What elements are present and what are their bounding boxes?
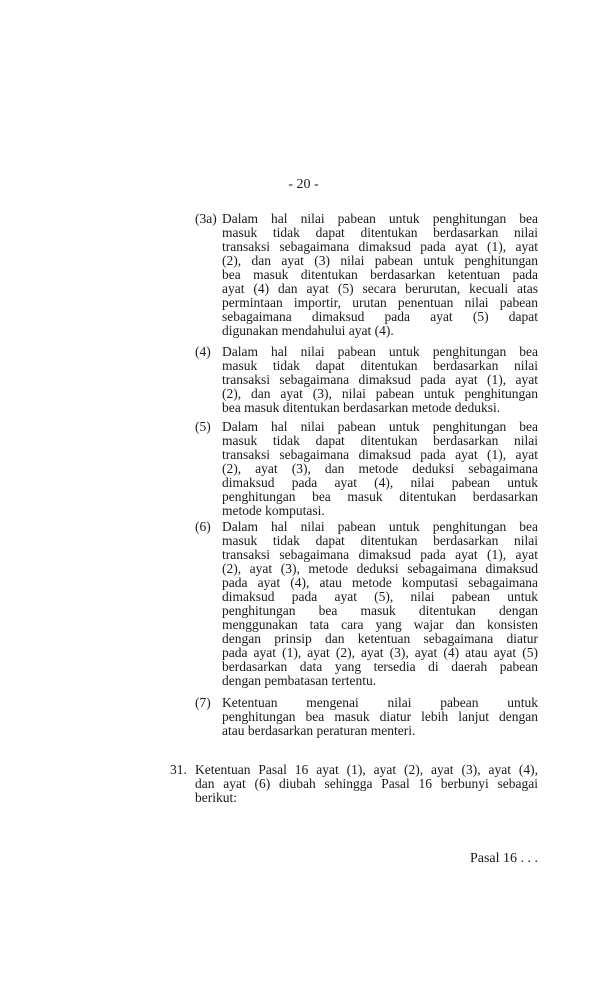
text-line: (2), ayat (3), metode deduksi sebagaimana dimaksud — [222, 561, 538, 576]
item-label: (3a) — [195, 211, 217, 226]
text-line: Ketentuan mengenai nilai pabean untuk — [222, 695, 538, 710]
text-line: Ketentuan Pasal 16 ayat (1), ayat (2), ayat (3), ayat (4), — [195, 762, 538, 777]
text-line: pada ayat (4), atau metode komputasi sebagaimana — [222, 575, 538, 590]
item-text — [222, 420, 538, 518]
text-line: penghitungan bea masuk ditentukan berdasarkan — [222, 489, 538, 504]
item-text — [222, 520, 538, 688]
item-text — [222, 212, 538, 338]
text-line: atau berdasarkan peraturan menteri. — [222, 723, 416, 738]
text-line: masuk tidak dapat ditentukan berdasarkan nilai — [222, 225, 538, 240]
text-line: penghitungan bea masuk ditentukan dengan — [222, 603, 538, 618]
text-line: pada ayat (1), ayat (2), ayat (3), ayat (4) atau ayat (5) — [222, 645, 538, 660]
text-line: transaksi sebagaimana dimaksud pada ayat (1), ayat — [222, 239, 538, 254]
text-line: transaksi sebagaimana dimaksud pada ayat (1), ayat — [222, 372, 538, 387]
text-line: bea masuk ditentukan berdasarkan ketentuan pada — [222, 267, 538, 282]
text-line: dan ayat (6) diubah sehingga Pasal 16 berbunyi sebagai — [195, 776, 538, 791]
text-line: digunakan mendahului ayat (4). — [222, 323, 394, 338]
item-text — [195, 763, 538, 805]
item-label: 31. — [170, 762, 187, 777]
item-text — [222, 345, 538, 415]
text-line: Dalam hal nilai pabean untuk penghitungan bea — [222, 519, 538, 534]
text-line: sebagaimana dimaksud pada ayat (5) dapat — [222, 309, 538, 324]
text-line: penghitungan bea masuk diatur lebih lanjut dengan — [222, 709, 538, 724]
text-line: bea masuk ditentukan berdasarkan metode deduksi. — [222, 400, 501, 415]
text-line: Dalam hal nilai pabean untuk penghitungan bea — [222, 344, 538, 359]
text-line: masuk tidak dapat ditentukan berdasarkan nilai — [222, 433, 538, 448]
text-line: (2), ayat (3), dan metode deduksi sebagaimana — [222, 461, 538, 476]
text-line: masuk tidak dapat ditentukan berdasarkan nilai — [222, 358, 538, 373]
text-line: menggunakan tata cara yang wajar dan konsisten — [222, 617, 538, 632]
text-line: permintaan importir, urutan penentuan nilai pabean — [222, 295, 538, 310]
text-line: metode komputasi. — [222, 503, 325, 518]
page-number: - 20 - — [288, 177, 319, 192]
item-text — [222, 696, 538, 738]
text-line: (2), dan ayat (3), nilai pabean untuk penghitungan — [222, 386, 538, 401]
text-line: dengan pembatasan tertentu. — [222, 673, 377, 688]
item-label: (7) — [195, 695, 211, 710]
text-line: Dalam hal nilai pabean untuk penghitungan bea — [222, 419, 538, 434]
text-line: berdasarkan data yang tersedia di daerah pabean — [222, 659, 538, 674]
item-label: (5) — [195, 419, 211, 434]
text-line: masuk tidak dapat ditentukan berdasarkan nilai — [222, 533, 538, 548]
text-line: transaksi sebagaimana dimaksud pada ayat (1), ayat — [222, 447, 538, 462]
item-label: (4) — [195, 344, 211, 359]
catchword: Pasal 16 . . . — [469, 851, 538, 866]
text-line: Dalam hal nilai pabean untuk penghitungan bea — [222, 211, 538, 226]
text-line: berikut: — [195, 790, 237, 805]
text-line: (2), dan ayat (3) nilai pabean untuk penghitungan — [222, 253, 538, 268]
text-line: dimaksud pada ayat (4), nilai pabean untuk — [222, 475, 538, 490]
text-line: dengan prinsip dan ketentuan sebagaimana diatur — [222, 631, 538, 646]
text-line: transaksi sebagaimana dimaksud pada ayat (1), ayat — [222, 547, 538, 562]
item-label: (6) — [195, 519, 211, 534]
text-line: dimaksud pada ayat (5), nilai pabean untuk — [222, 589, 538, 604]
text-line: ayat (4) dan ayat (5) secara berurutan, kecuali atas — [222, 281, 538, 296]
